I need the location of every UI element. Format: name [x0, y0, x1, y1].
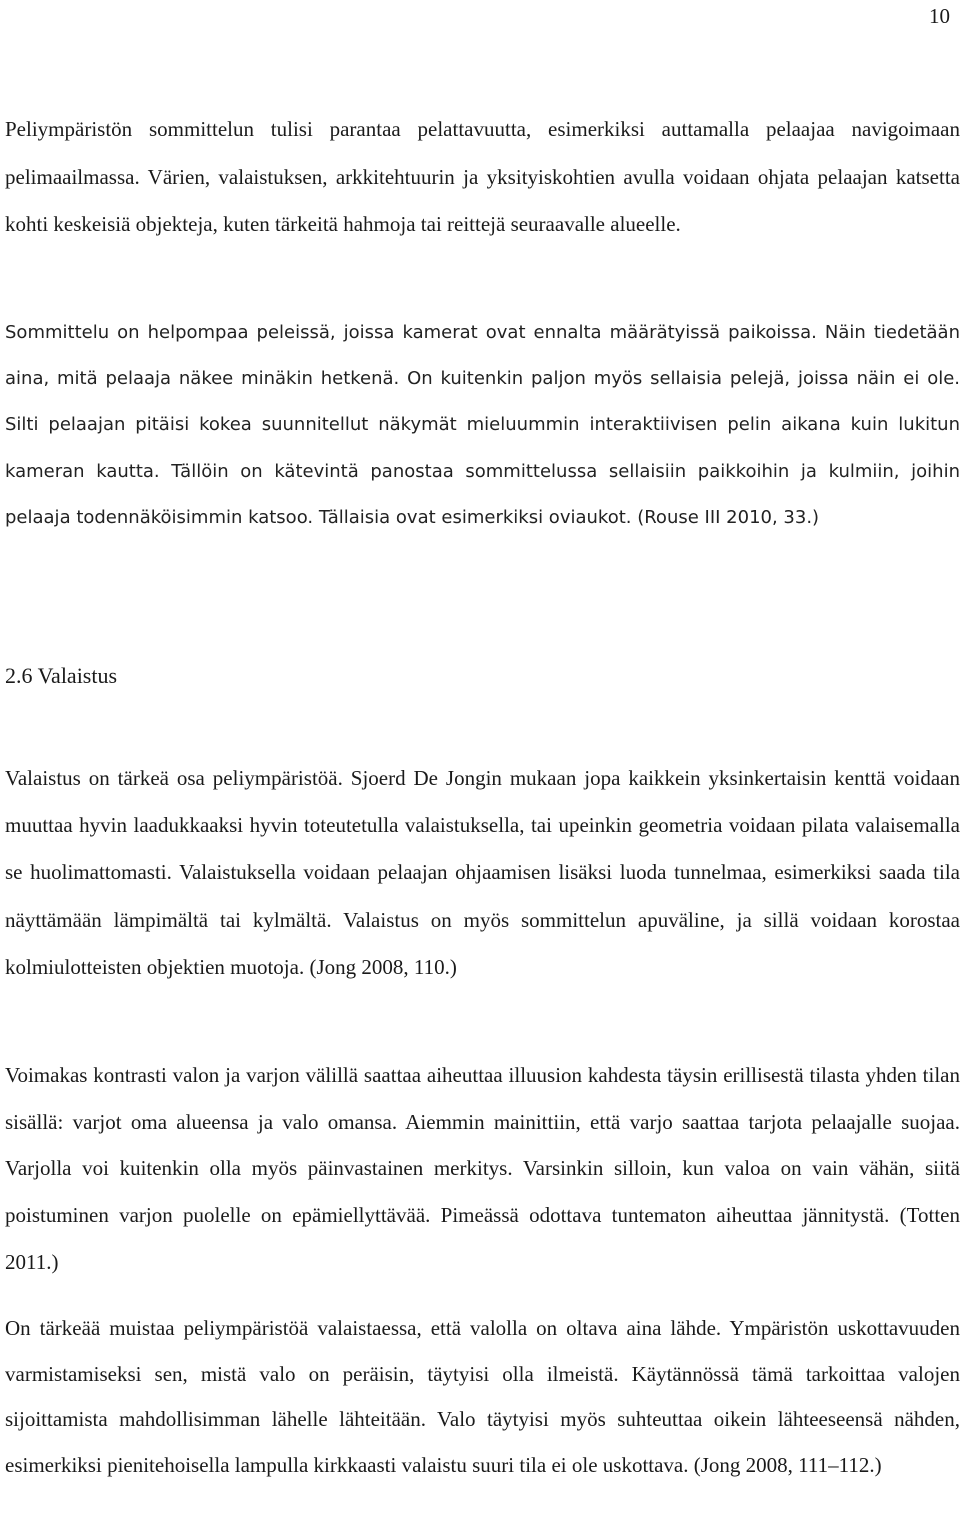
paragraph-light-source: On tärkeää muistaa peliympäristöä valaistaessa, että valolla on oltava aina lähde. Ympäristön uskottavuuden varmistamiseksi sen, mistä valo on peräisin, täytyisi olla ilmeistä. Käytännössä tämä tarkoittaa valojen sijoittamista mahdollisimman lähelle lähteitään. Valo täytyisi myös suhteuttaa oikein lähteeseensä nähden, esimerkiksi pienitehoisella lampulla kirkkaasti valaistu suuri tila ei ole uskottava. (Jong 2008, 111–112.) [5, 1316, 960, 1477]
paragraph-camera-composition: Sommittelu on helpompaa peleissä, joissa kamerat ovat ennalta määrätyissä paikoissa. Näin tiedetään aina, mitä pelaaja näkee minäkin hetkenä. On kuitenkin paljon myös sellaisia pelejä, joissa näin ei ole. Silti pelaajan pitäisi kokea suunnitellut näkymät mieluummin interaktiivisen pelin aikana kuin lukitun kameran kautta. Tällöin on kätevintä panostaa sommittelussa sellaisiin paikkoihin ja kulmiin, joihin pelaaja todennäköisimmin katsoo. Tällaisia ovat esimerkiksi oviaukot. (Rouse III 2010, 33.) [5, 322, 960, 528]
section-heading: 2.6 Valaistus [5, 663, 118, 688]
paragraph-composition-intro: Peliympäristön sommittelun tulisi parantaa pelattavuutta, esimerkiksi auttamalla pelaajaa navigoimaan pelimaailmassa. Värien, valaistuksen, arkkitehtuurin ja yksityiskohtien avulla voidaan ohjata pelaajan katsetta kohti keskeisiä objekteja, kuten tärkeitä hahmoja tai reittejä seuraavalle alueelle. [5, 117, 960, 236]
page-number: 10 [929, 4, 950, 28]
paragraph-light-shadow-contrast: Voimakas kontrasti valon ja varjon välillä saattaa aiheuttaa illuusion kahdesta täysin erillisestä tilasta yhden tilan sisällä: varjot oma alueensa ja valo omansa. Aiemmin mainittiin, että varjo saattaa tarjota pelaajalle suojaa. Varjolla voi kuitenkin olla myös päinvastainen merkitys. Varsinkin silloin, kun valoa on vain vähän, siitä poistuminen varjon puolelle on epämiellyttävää. Pimeässä odottava tuntematon aiheuttaa jännitystä. (Totten 2011.) [5, 1063, 960, 1274]
paragraph-lighting-importance: Valaistus on tärkeä osa peliympäristöä. Sjoerd De Jongin mukaan jopa kaikkein yksinkertaisin kenttä voidaan muuttaa hyvin laadukkaaksi hyvin toteutetulla valaistuksella, tai upeinkin geometria voidaan pilata valaisemalla se huolimattomasti. Valaistuksella voidaan pelaajan ohjaamisen lisäksi luoda tunnelmaa, esimerkiksi saada tila näyttämään lämpimältä tai kylmältä. Valaistus on myös sommittelun apuväline, ja sillä voidaan korostaa kolmiulotteisten objektien muotoja. (Jong 2008, 110.) [5, 766, 960, 979]
